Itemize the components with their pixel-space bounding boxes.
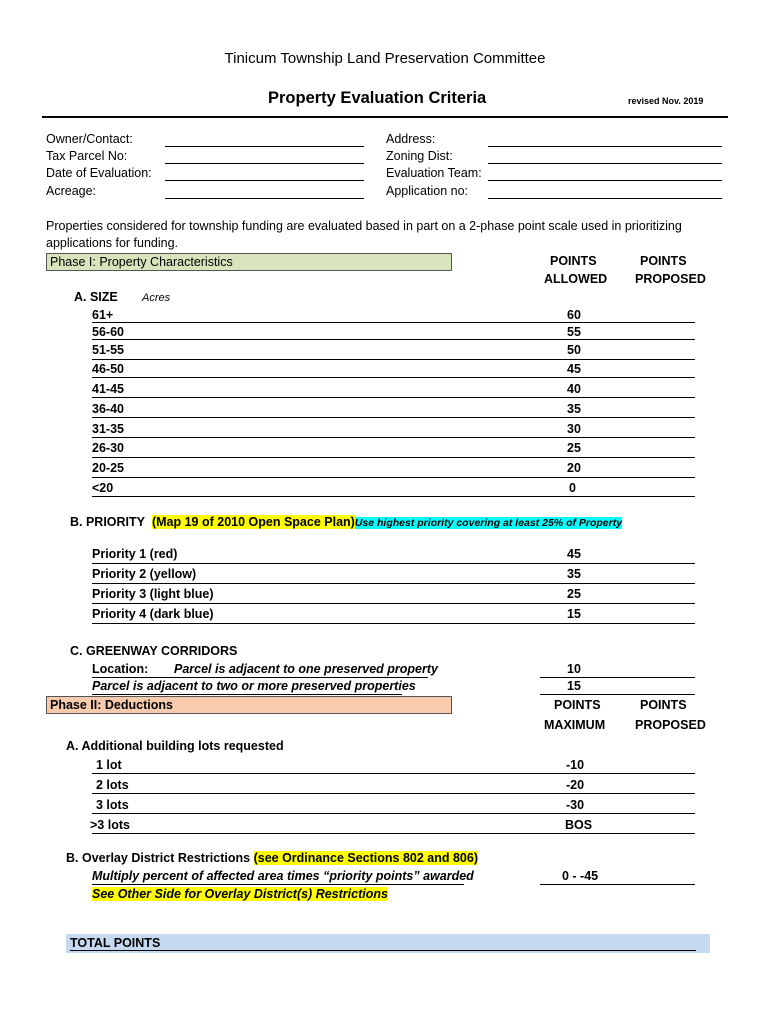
priority-heading-prefix: B. PRIORITY: [70, 515, 146, 529]
lots-row-points: -30: [566, 798, 585, 812]
evaluation-team-field[interactable]: [488, 180, 722, 181]
owner-contact-field[interactable]: [165, 146, 364, 147]
lots-row-line: [92, 813, 695, 814]
lots-row-label: 3 lots: [96, 798, 129, 812]
priority-row-label: Priority 1 (red): [92, 547, 178, 561]
greenway-heading: C. GREENWAY CORRIDORS: [70, 644, 238, 658]
acreage-label: Acreage:: [46, 184, 97, 198]
priority-row-line: [92, 583, 695, 584]
application-no-field[interactable]: [488, 198, 722, 199]
zoning-dist-label: Zoning Dist:: [386, 149, 453, 163]
size-row-points: 40: [567, 382, 581, 396]
size-row-label: 46-50: [92, 362, 124, 376]
lots-row-points: BOS: [565, 818, 593, 832]
points-proposed-header-1: POINTS: [640, 254, 687, 268]
owner-contact-label: Owner/Contact:: [46, 132, 133, 146]
size-row-line: [92, 457, 695, 458]
greenway-row2-text: Parcel is adjacent to two or more preserved properties: [92, 679, 416, 693]
overlay-see-other-side: See Other Side for Overlay District(s) Restrictions: [92, 887, 388, 901]
greenway-row2-points-line: [540, 694, 695, 695]
points-proposed-header-3: POINTS: [640, 698, 687, 712]
intro-text-line2: applications for funding.: [46, 236, 179, 250]
size-row-points: 55: [567, 325, 581, 339]
priority-row-line: [92, 563, 695, 564]
revised-date: revised Nov. 2019: [628, 96, 704, 106]
size-row-label: 51-55: [92, 343, 124, 357]
size-row-points: 50: [567, 343, 581, 357]
points-allowed-header-2: ALLOWED: [544, 272, 608, 286]
zoning-dist-field[interactable]: [488, 163, 722, 164]
greenway-location-label: Location:: [92, 662, 149, 676]
address-label: Address:: [386, 132, 436, 146]
lots-row-line: [92, 793, 695, 794]
size-row-points: 30: [567, 422, 581, 436]
overlay-multiply-line: [92, 884, 464, 885]
phase2-label: Phase II: Deductions: [50, 698, 173, 712]
greenway-row2-line: [92, 694, 402, 695]
lots-row-label: 2 lots: [96, 778, 129, 792]
lots-heading: A. Additional building lots requested: [66, 739, 284, 753]
priority-row-points: 35: [567, 567, 581, 581]
application-no-label: Application no:: [386, 184, 469, 198]
tax-parcel-label: Tax Parcel No:: [46, 149, 128, 163]
header-rule: [42, 116, 728, 118]
lots-row-points: -10: [566, 758, 585, 772]
priority-row-label: Priority 3 (light blue): [92, 587, 214, 601]
total-points-label: TOTAL POINTS: [70, 936, 161, 950]
lots-row-label: >3 lots: [90, 818, 130, 832]
size-row-label: 36-40: [92, 402, 124, 416]
points-maximum-header-1: POINTS: [554, 698, 601, 712]
size-row-label: <20: [92, 481, 114, 495]
priority-heading: [70, 515, 622, 529]
total-points-line[interactable]: [70, 950, 696, 951]
overlay-heading-prefix: B. Overlay District Restrictions: [66, 851, 251, 865]
greenway-row2-points: 15: [567, 679, 581, 693]
phase1-header: [46, 253, 452, 271]
size-row-points: 35: [567, 402, 581, 416]
size-row-points: 20: [567, 461, 581, 475]
size-row-line: [92, 437, 695, 438]
org-name: Tinicum Township Land Preservation Committee: [224, 50, 546, 67]
priority-note: Use highest priority covering at least 25% of Property: [354, 517, 623, 529]
priority-row-label: Priority 2 (yellow): [92, 567, 197, 581]
priority-row-points: 45: [567, 547, 581, 561]
size-row-label: 61+: [92, 308, 114, 322]
priority-row-points: 15: [567, 607, 581, 621]
priority-row-line: [92, 623, 695, 624]
tax-parcel-field[interactable]: [165, 163, 364, 164]
overlay-points-line: [540, 884, 695, 885]
priority-map-ref: (Map 19 of 2010 Open Space Plan): [151, 515, 355, 529]
size-row-line: [92, 339, 695, 340]
intro-text-line1: Properties considered for township funding are evaluated based in part on a 2-phase point scale used in prioritizing: [46, 219, 682, 233]
evaluation-team-label: Evaluation Team:: [386, 166, 482, 180]
greenway-row1-points-line: [540, 677, 695, 678]
phase2-header: [46, 696, 452, 714]
overlay-heading: [66, 851, 478, 865]
points-allowed-header-1: POINTS: [550, 254, 597, 268]
size-row-line: [92, 397, 695, 398]
lots-row-label: 1 lot: [96, 758, 122, 772]
greenway-row1-line: [92, 677, 428, 678]
size-row-label: 41-45: [92, 382, 124, 396]
overlay-ordinance-ref: (see Ordinance Sections 802 and 806): [253, 851, 478, 865]
overlay-multiply-points: 0 - -45: [562, 869, 599, 883]
greenway-row1-points: 10: [567, 662, 581, 676]
size-row-label: 20-25: [92, 461, 124, 475]
size-heading: A. SIZE: [74, 290, 118, 304]
priority-row-label: Priority 4 (dark blue): [92, 607, 214, 621]
size-row-label: 31-35: [92, 422, 124, 436]
address-field[interactable]: [488, 146, 722, 147]
size-row-points: 0: [569, 481, 576, 495]
date-evaluation-field[interactable]: [165, 180, 364, 181]
lots-row-line: [92, 773, 695, 774]
size-unit: Acres: [142, 292, 171, 304]
date-evaluation-label: Date of Evaluation:: [46, 166, 152, 180]
overlay-multiply-text: Multiply percent of affected area times “priority points” awarded: [92, 869, 474, 883]
size-row-line: [92, 496, 695, 497]
size-row-label: 26-30: [92, 441, 124, 455]
size-row-line: [92, 322, 695, 323]
size-row-points: 60: [567, 308, 581, 322]
page-title: Property Evaluation Criteria: [268, 89, 487, 107]
greenway-row1-text: Parcel is adjacent to one preserved property: [174, 662, 438, 676]
points-maximum-header-2: MAXIMUM: [544, 718, 606, 732]
size-row-line: [92, 417, 695, 418]
priority-row-points: 25: [567, 587, 581, 601]
size-row-points: 45: [567, 362, 581, 376]
size-row-line: [92, 377, 695, 378]
points-proposed-header-4: PROPOSED: [635, 718, 706, 732]
acreage-field[interactable]: [165, 198, 364, 199]
points-proposed-header-2: PROPOSED: [635, 272, 706, 286]
lots-row-line: [92, 833, 695, 834]
lots-row-points: -20: [566, 778, 585, 792]
phase1-label: Phase I: Property Characteristics: [50, 255, 233, 269]
size-row-line: [92, 477, 695, 478]
priority-row-line: [92, 603, 695, 604]
size-row-label: 56-60: [92, 325, 124, 339]
size-row-points: 25: [567, 441, 581, 455]
size-row-line: [92, 359, 695, 360]
